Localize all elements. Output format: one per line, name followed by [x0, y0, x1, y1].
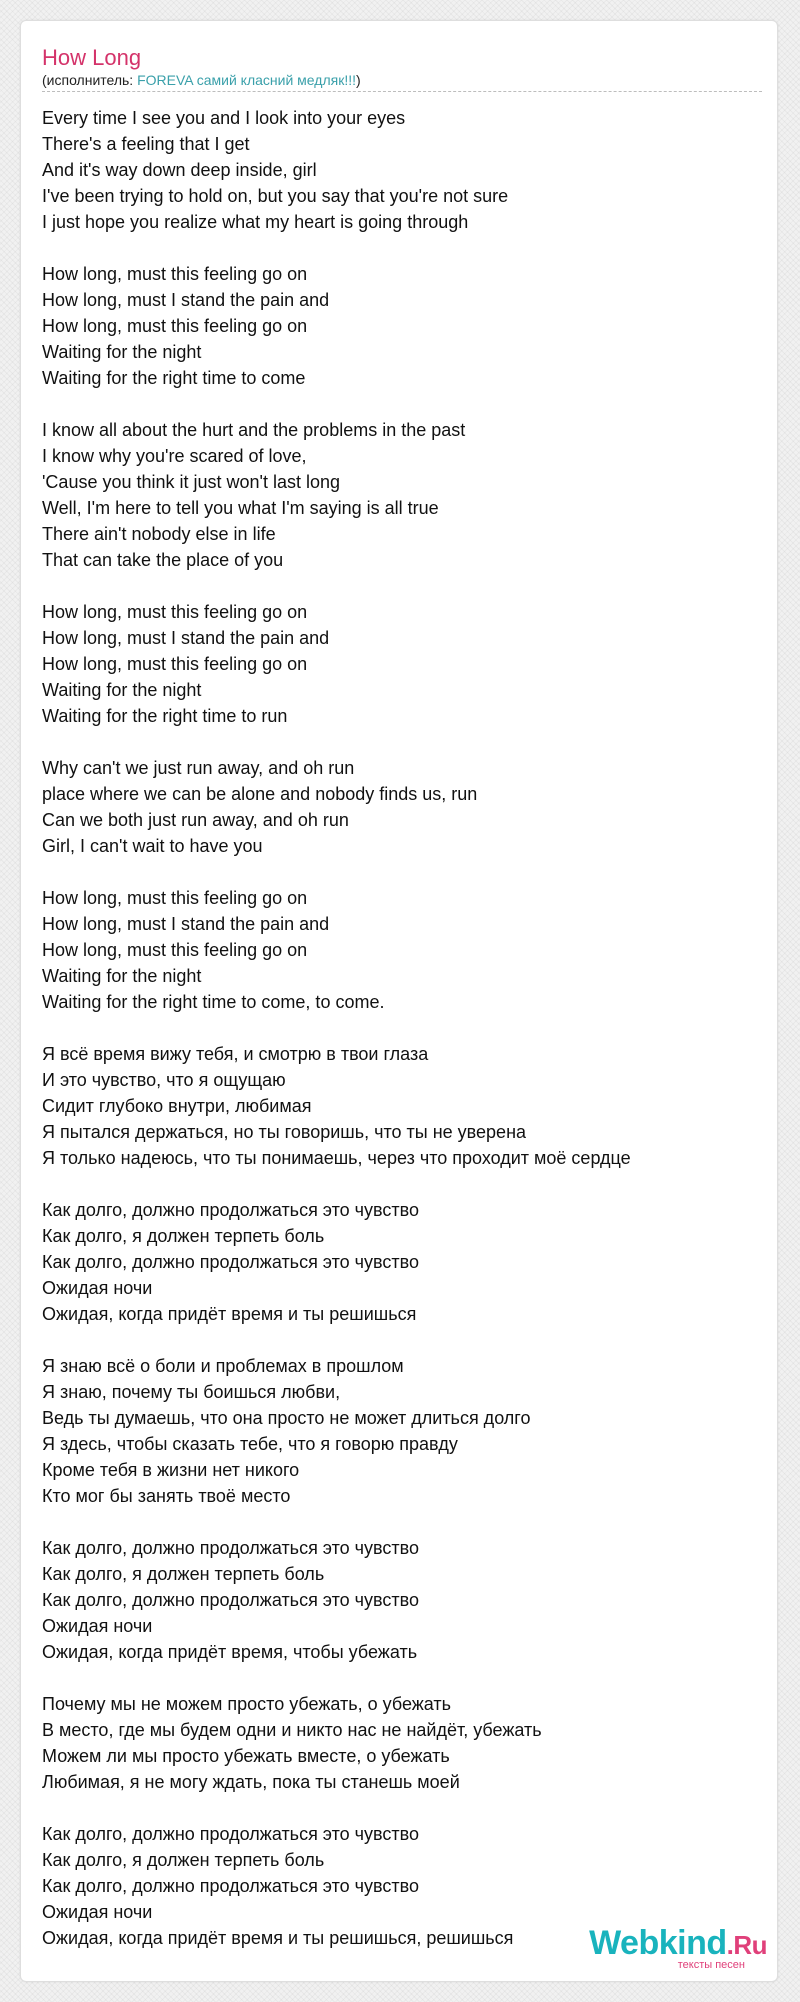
lyric-line: Waiting for the night	[42, 966, 202, 986]
lyric-line: Я пытался держаться, но ты говоришь, что ты не уверена	[42, 1122, 527, 1142]
lyric-line: Ожидая, когда придёт время, чтобы убежать	[42, 1642, 418, 1662]
lyric-line: Waiting for the night	[42, 680, 202, 700]
lyric-line: Every time I see you and I look into your eyes	[42, 108, 406, 128]
lyric-stanza	[42, 105, 762, 235]
lyric-line: I've been trying to hold on, but you say that you're not sure	[42, 186, 509, 206]
lyric-line: Я всё время вижу тебя, и смотрю в твои глаза	[42, 1044, 429, 1064]
lyric-line: Я только надеюсь, что ты понимаешь, через что проходит моё сердце	[42, 1148, 631, 1168]
lyric-line: Как долго, должно продолжаться это чувство	[42, 1538, 420, 1558]
lyric-line: Я знаю, почему ты боишься любви,	[42, 1382, 341, 1402]
lyric-line: Can we both just run away, and oh run	[42, 810, 349, 830]
lyric-line: Ожидая ночи	[42, 1616, 153, 1636]
lyric-line: Кроме тебя в жизни нет никого	[42, 1460, 300, 1480]
performer-suffix: )	[356, 72, 361, 88]
lyric-stanza	[42, 1197, 762, 1327]
lyric-line: How long, must I stand the pain and	[42, 290, 330, 310]
lyric-line: Waiting for the night	[42, 342, 202, 362]
lyric-line: Я здесь, чтобы сказать тебе, что я говорю правду	[42, 1434, 458, 1454]
lyric-line: Как долго, должно продолжаться это чувство	[42, 1252, 420, 1272]
logo-suffix: .Ru	[726, 1930, 767, 1960]
lyric-line: place where we can be alone and nobody finds us, run	[42, 784, 478, 804]
lyric-line: Waiting for the right time to come	[42, 368, 306, 388]
performer-prefix: (исполнитель:	[42, 72, 138, 88]
lyric-stanza	[42, 1535, 762, 1665]
lyric-stanza	[42, 1691, 762, 1795]
lyric-line: How long, must this feeling go on	[42, 888, 308, 908]
lyric-line: Waiting for the right time to run	[42, 706, 288, 726]
lyric-line: Можем ли мы просто убежать вместе, о убежать	[42, 1746, 450, 1766]
lyric-line: There's a feeling that I get	[42, 134, 250, 154]
performer-link[interactable]: FOREVA самий класний медляк!!!	[137, 72, 356, 88]
lyric-line: Well, I'm here to tell you what I'm saying is all true	[42, 498, 439, 518]
lyric-line: Ожидая ночи	[42, 1278, 153, 1298]
lyric-line: Любимая, я не могу ждать, пока ты станешь моей	[42, 1772, 460, 1792]
lyric-line: Ожидая ночи	[42, 1902, 153, 1922]
lyric-line: I just hope you realize what my heart is going through	[42, 212, 469, 232]
lyric-line: Как долго, я должен терпеть боль	[42, 1564, 325, 1584]
lyric-stanza	[42, 417, 762, 573]
lyric-line: Как долго, я должен терпеть боль	[42, 1850, 325, 1870]
lyric-line: How long, must I stand the pain and	[42, 914, 330, 934]
performer-line	[42, 71, 361, 89]
lyric-line: Как долго, должно продолжаться это чувство	[42, 1590, 420, 1610]
lyric-line: Girl, I can't wait to have you	[42, 836, 263, 856]
logo-tagline: тексты песен	[677, 1959, 745, 1971]
lyric-line: And it's way down deep inside, girl	[42, 160, 317, 180]
lyric-line: How long, must this feeling go on	[42, 654, 308, 674]
logo-main-text: Webkind	[589, 1924, 727, 1962]
lyric-line: 'Cause you think it just won't last long	[42, 472, 341, 492]
lyric-line: Waiting for the right time to come, to come.	[42, 992, 385, 1012]
lyric-line: Как долго, должно продолжаться это чувство	[42, 1876, 420, 1896]
lyric-line: Как долго, должно продолжаться это чувство	[42, 1824, 420, 1844]
lyric-line: Как долго, должно продолжаться это чувство	[42, 1200, 420, 1220]
lyric-line: Ожидая, когда придёт время и ты решишься, решишься	[42, 1928, 514, 1948]
site-logo[interactable]	[589, 1925, 767, 1971]
lyric-line: Почему мы не можем просто убежать, о убежать	[42, 1694, 452, 1714]
lyric-stanza	[42, 885, 762, 1015]
lyric-line: How long, must this feeling go on	[42, 264, 308, 284]
lyric-line: That can take the place of you	[42, 550, 284, 570]
lyric-line: Кто мог бы занять твоё место	[42, 1486, 291, 1506]
lyric-line: Ведь ты думаешь, что она просто не может длиться долго	[42, 1408, 531, 1428]
lyric-line: Сидит глубоко внутри, любимая	[42, 1096, 312, 1116]
lyric-line: There ain't nobody else in life	[42, 524, 276, 544]
title-divider	[42, 91, 762, 92]
lyric-stanza	[42, 1353, 762, 1509]
lyric-line: И это чувство, что я ощущаю	[42, 1070, 286, 1090]
lyric-stanza	[42, 599, 762, 729]
lyric-line: Ожидая, когда придёт время и ты решишься	[42, 1304, 417, 1324]
logo-wordmark	[589, 1925, 767, 1963]
lyric-stanza	[42, 261, 762, 391]
lyric-stanza	[42, 755, 762, 859]
lyric-line: Why can't we just run away, and oh run	[42, 758, 355, 778]
lyric-line: How long, must this feeling go on	[42, 316, 308, 336]
lyric-line: I know all about the hurt and the problems in the past	[42, 420, 466, 440]
lyric-line: How long, must I stand the pain and	[42, 628, 330, 648]
lyric-line: Как долго, я должен терпеть боль	[42, 1226, 325, 1246]
song-title: How Long	[42, 45, 142, 70]
lyric-line: В место, где мы будем одни и никто нас не найдёт, убежать	[42, 1720, 542, 1740]
lyric-line: How long, must this feeling go on	[42, 940, 308, 960]
lyric-line: Я знаю всё о боли и проблемах в прошлом	[42, 1356, 404, 1376]
lyric-stanza	[42, 1041, 762, 1171]
lyrics-card	[20, 20, 778, 1982]
lyric-line: I know why you're scared of love,	[42, 446, 307, 466]
lyric-line: How long, must this feeling go on	[42, 602, 308, 622]
lyrics-body	[42, 105, 762, 1977]
